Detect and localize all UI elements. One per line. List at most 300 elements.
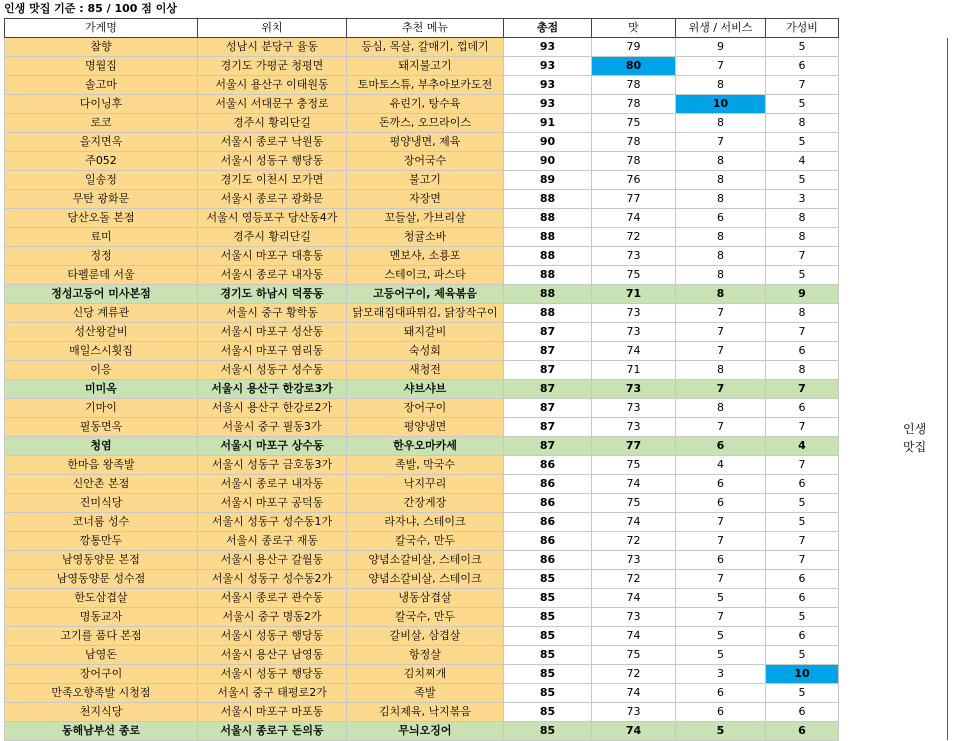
column-border-line: [947, 38, 948, 740]
cell-menu[interactable]: 등심, 목살, 갈매기, 껍데기: [347, 38, 504, 57]
cell-name[interactable]: 명월집: [5, 57, 198, 76]
cell-total[interactable]: 87: [504, 399, 592, 418]
cell-menu[interactable]: 한우오마카세: [347, 437, 504, 456]
cell-taste[interactable]: 72: [592, 228, 676, 247]
cell-hygiene-service[interactable]: 7: [676, 608, 766, 627]
cell-hygiene-service[interactable]: 8: [676, 247, 766, 266]
cell-hygiene-service[interactable]: 8: [676, 399, 766, 418]
cell-value[interactable]: 7: [766, 76, 839, 95]
cell-menu[interactable]: 스테이크, 파스타: [347, 266, 504, 285]
cell-taste[interactable]: 78: [592, 152, 676, 171]
cell-name[interactable]: 이응: [5, 361, 198, 380]
table-row: [5, 589, 839, 608]
cell-value[interactable]: 6: [766, 475, 839, 494]
cell-menu[interactable]: 돼지불고기: [347, 57, 504, 76]
cell-total[interactable]: 88: [504, 266, 592, 285]
cell-menu[interactable]: 돼지갈비: [347, 323, 504, 342]
header-location[interactable]: 위치: [198, 19, 347, 38]
cell-value[interactable]: 7: [766, 323, 839, 342]
table-row: [5, 209, 839, 228]
cell-taste[interactable]: 75: [592, 456, 676, 475]
cell-name[interactable]: 남영동양문 성수점: [5, 570, 198, 589]
cell-menu[interactable]: 평양냉면: [347, 418, 504, 437]
cell-hygiene-service[interactable]: 8: [676, 228, 766, 247]
cell-location[interactable]: 서울시 마포구 대흥동: [198, 247, 347, 266]
cell-name[interactable]: 을지면옥: [5, 133, 198, 152]
cell-location[interactable]: 서울시 성동구 성수동2가: [198, 570, 347, 589]
cell-name[interactable]: 천지식당: [5, 703, 198, 722]
cell-location[interactable]: 경주시 황리단길: [198, 228, 347, 247]
cell-menu[interactable]: 갈비살, 삼겹살: [347, 627, 504, 646]
cell-location[interactable]: 서울시 용산구 한강로2가: [198, 399, 347, 418]
cell-taste[interactable]: 73: [592, 323, 676, 342]
cell-total[interactable]: 86: [504, 456, 592, 475]
cell-name[interactable]: 기마이: [5, 399, 198, 418]
table-row: [5, 380, 839, 399]
cell-hygiene-service[interactable]: 7: [676, 304, 766, 323]
table-row: [5, 190, 839, 209]
cell-total[interactable]: 86: [504, 494, 592, 513]
cell-taste[interactable]: 73: [592, 703, 676, 722]
table-row: [5, 152, 839, 171]
cell-name[interactable]: 로코: [5, 114, 198, 133]
cell-location[interactable]: 서울시 마포구 염리동: [198, 342, 347, 361]
cell-hygiene-service[interactable]: 8: [676, 152, 766, 171]
cell-location[interactable]: 서울시 종로구 광화문: [198, 190, 347, 209]
cell-total[interactable]: 88: [504, 190, 592, 209]
table-row: [5, 494, 839, 513]
cell-taste[interactable]: 72: [592, 570, 676, 589]
cell-hygiene-service[interactable]: 7: [676, 133, 766, 152]
table-row: [5, 285, 839, 304]
cell-taste[interactable]: 74: [592, 627, 676, 646]
cell-name[interactable]: 남영동양문 본점: [5, 551, 198, 570]
cell-total[interactable]: 88: [504, 228, 592, 247]
cell-hygiene-service[interactable]: 10: [676, 95, 766, 114]
cell-location[interactable]: 서울시 마포구 성산동: [198, 323, 347, 342]
cell-name[interactable]: 청염: [5, 437, 198, 456]
cell-value[interactable]: 6: [766, 57, 839, 76]
cell-name[interactable]: 신안촌 본점: [5, 475, 198, 494]
table-row: [5, 399, 839, 418]
cell-value[interactable]: 6: [766, 342, 839, 361]
cell-total[interactable]: 85: [504, 589, 592, 608]
cell-name[interactable]: 동해남부선 종로: [5, 722, 198, 741]
cell-name[interactable]: 무탄 광화문: [5, 190, 198, 209]
cell-total[interactable]: 85: [504, 722, 592, 741]
restaurant-table: [4, 18, 839, 741]
cell-total[interactable]: 93: [504, 57, 592, 76]
cell-location[interactable]: 서울시 종로구 내자동: [198, 266, 347, 285]
cell-taste[interactable]: 75: [592, 266, 676, 285]
cell-hygiene-service[interactable]: 7: [676, 323, 766, 342]
cell-taste[interactable]: 74: [592, 589, 676, 608]
cell-total[interactable]: 87: [504, 361, 592, 380]
cell-total[interactable]: 86: [504, 475, 592, 494]
cell-value[interactable]: 7: [766, 247, 839, 266]
cell-taste[interactable]: 75: [592, 646, 676, 665]
table-row: [5, 361, 839, 380]
cell-value[interactable]: 7: [766, 418, 839, 437]
cell-value[interactable]: 7: [766, 551, 839, 570]
cell-menu[interactable]: 청귤소바: [347, 228, 504, 247]
cell-taste[interactable]: 77: [592, 437, 676, 456]
cell-total[interactable]: 87: [504, 342, 592, 361]
cell-taste[interactable]: 75: [592, 494, 676, 513]
cell-menu[interactable]: 새청전: [347, 361, 504, 380]
cell-location[interactable]: 경기도 가평군 청평면: [198, 57, 347, 76]
cell-menu[interactable]: 냉동삼겹살: [347, 589, 504, 608]
cell-name[interactable]: 고기를 품다 본점: [5, 627, 198, 646]
cell-menu[interactable]: 꼬들살, 가브리살: [347, 209, 504, 228]
cell-menu[interactable]: 양념소갈비살, 스테이크: [347, 570, 504, 589]
cell-total[interactable]: 85: [504, 703, 592, 722]
cell-name[interactable]: 료미: [5, 228, 198, 247]
cell-hygiene-service[interactable]: 5: [676, 646, 766, 665]
cell-hygiene-service[interactable]: 9: [676, 38, 766, 57]
cell-name[interactable]: 참향: [5, 38, 198, 57]
cell-hygiene-service[interactable]: 5: [676, 627, 766, 646]
header-total[interactable]: 총점: [504, 19, 592, 38]
cell-hygiene-service[interactable]: 8: [676, 285, 766, 304]
cell-taste[interactable]: 78: [592, 76, 676, 95]
cell-name[interactable]: 장어구이: [5, 665, 198, 684]
cell-name[interactable]: 명동교자: [5, 608, 198, 627]
cell-location[interactable]: 서울시 용산구 남영동: [198, 646, 347, 665]
cell-value[interactable]: 8: [766, 209, 839, 228]
cell-taste[interactable]: 74: [592, 475, 676, 494]
cell-total[interactable]: 85: [504, 646, 592, 665]
cell-hygiene-service[interactable]: 7: [676, 342, 766, 361]
cell-value[interactable]: 5: [766, 494, 839, 513]
cell-hygiene-service[interactable]: 7: [676, 418, 766, 437]
cell-location[interactable]: 서울시 서대문구 충정로: [198, 95, 347, 114]
cell-value[interactable]: 6: [766, 703, 839, 722]
header-menu[interactable]: 추천 메뉴: [347, 19, 504, 38]
table-row: [5, 456, 839, 475]
table-row: [5, 266, 839, 285]
cell-menu[interactable]: 항정살: [347, 646, 504, 665]
cell-location[interactable]: 성남시 분당구 율동: [198, 38, 347, 57]
cell-location[interactable]: 서울시 마포구 상수동: [198, 437, 347, 456]
cell-value[interactable]: 4: [766, 152, 839, 171]
cell-total[interactable]: 87: [504, 323, 592, 342]
cell-total[interactable]: 89: [504, 171, 592, 190]
table-row: [5, 703, 839, 722]
cell-name[interactable]: 다이닝후: [5, 95, 198, 114]
cell-location[interactable]: 서울시 성동구 성수동: [198, 361, 347, 380]
cell-hygiene-service[interactable]: 7: [676, 532, 766, 551]
cell-hygiene-service[interactable]: 7: [676, 57, 766, 76]
cell-location[interactable]: 서울시 종로구 재동: [198, 532, 347, 551]
cell-taste[interactable]: 74: [592, 342, 676, 361]
cell-value[interactable]: 7: [766, 456, 839, 475]
cell-menu[interactable]: 김치찌개: [347, 665, 504, 684]
cell-taste[interactable]: 78: [592, 95, 676, 114]
cell-value[interactable]: 5: [766, 513, 839, 532]
cell-menu[interactable]: 장어구이: [347, 399, 504, 418]
cell-hygiene-service[interactable]: 7: [676, 513, 766, 532]
cell-total[interactable]: 93: [504, 95, 592, 114]
cell-menu[interactable]: 간장게장: [347, 494, 504, 513]
cell-taste[interactable]: 71: [592, 285, 676, 304]
header-hygiene-service[interactable]: 위생 / 서비스: [676, 19, 766, 38]
cell-hygiene-service[interactable]: 4: [676, 456, 766, 475]
cell-hygiene-service[interactable]: 8: [676, 266, 766, 285]
cell-hygiene-service[interactable]: 8: [676, 171, 766, 190]
cell-location[interactable]: 경주시 황리단길: [198, 114, 347, 133]
cell-taste[interactable]: 74: [592, 209, 676, 228]
cell-name[interactable]: 정성고등어 미사본점: [5, 285, 198, 304]
cell-menu[interactable]: 돈까스, 오므라이스: [347, 114, 504, 133]
side-label[interactable]: [903, 420, 933, 456]
cell-total[interactable]: 87: [504, 380, 592, 399]
cell-name[interactable]: 한마음 왕족발: [5, 456, 198, 475]
cell-hygiene-service[interactable]: 6: [676, 494, 766, 513]
cell-name[interactable]: 신당 계류관: [5, 304, 198, 323]
cell-taste[interactable]: 74: [592, 684, 676, 703]
cell-taste[interactable]: 74: [592, 722, 676, 741]
cell-location[interactable]: 서울시 중구 명동2가: [198, 608, 347, 627]
cell-value[interactable]: 6: [766, 627, 839, 646]
header-name[interactable]: 가게명: [5, 19, 198, 38]
cell-total[interactable]: 93: [504, 38, 592, 57]
cell-total[interactable]: 88: [504, 304, 592, 323]
cell-name[interactable]: 한도삼겹살: [5, 589, 198, 608]
cell-value[interactable]: 7: [766, 380, 839, 399]
cell-total[interactable]: 85: [504, 684, 592, 703]
cell-name[interactable]: 남영돈: [5, 646, 198, 665]
cell-total[interactable]: 85: [504, 665, 592, 684]
cell-total[interactable]: 88: [504, 209, 592, 228]
cell-taste[interactable]: 79: [592, 38, 676, 57]
cell-taste[interactable]: 72: [592, 532, 676, 551]
cell-total[interactable]: 85: [504, 570, 592, 589]
cell-hygiene-service[interactable]: 6: [676, 551, 766, 570]
cell-total[interactable]: 86: [504, 513, 592, 532]
cell-location[interactable]: 경기도 이천시 모가면: [198, 171, 347, 190]
cell-taste[interactable]: 73: [592, 399, 676, 418]
cell-location[interactable]: 서울시 중구 황학동: [198, 304, 347, 323]
cell-name[interactable]: 솔고마: [5, 76, 198, 95]
cell-menu[interactable]: 족발: [347, 684, 504, 703]
cell-value[interactable]: 5: [766, 38, 839, 57]
table-row: [5, 133, 839, 152]
cell-name[interactable]: 타펠룬데 서울: [5, 266, 198, 285]
cell-value[interactable]: 5: [766, 133, 839, 152]
cell-menu[interactable]: 양념소갈비살, 스테이크: [347, 551, 504, 570]
cell-value[interactable]: 6: [766, 722, 839, 741]
cell-hygiene-service[interactable]: 6: [676, 684, 766, 703]
cell-value[interactable]: 8: [766, 114, 839, 133]
cell-hygiene-service[interactable]: 8: [676, 361, 766, 380]
cell-name[interactable]: 주052: [5, 152, 198, 171]
cell-menu[interactable]: 불고기: [347, 171, 504, 190]
cell-menu[interactable]: 샤브샤브: [347, 380, 504, 399]
table-row: [5, 551, 839, 570]
cell-value[interactable]: 8: [766, 228, 839, 247]
cell-total[interactable]: 91: [504, 114, 592, 133]
cell-location[interactable]: 서울시 성동구 행당동: [198, 627, 347, 646]
cell-value[interactable]: 4: [766, 437, 839, 456]
cell-location[interactable]: 서울시 용산구 이태원동: [198, 76, 347, 95]
cell-menu[interactable]: 장어국수: [347, 152, 504, 171]
cell-hygiene-service[interactable]: 5: [676, 722, 766, 741]
cell-name[interactable]: 깡통만두: [5, 532, 198, 551]
table-row: [5, 570, 839, 589]
cell-total[interactable]: 87: [504, 418, 592, 437]
cell-value[interactable]: 3: [766, 190, 839, 209]
cell-value[interactable]: 5: [766, 266, 839, 285]
cell-taste[interactable]: 73: [592, 608, 676, 627]
table-row: [5, 646, 839, 665]
cell-location[interactable]: 서울시 종로구 관수동: [198, 589, 347, 608]
cell-location[interactable]: 서울시 종로구 내자동: [198, 475, 347, 494]
cell-total[interactable]: 93: [504, 76, 592, 95]
cell-taste[interactable]: 75: [592, 114, 676, 133]
cell-hygiene-service[interactable]: 5: [676, 589, 766, 608]
table-row: [5, 475, 839, 494]
cell-value[interactable]: 10: [766, 665, 839, 684]
cell-name[interactable]: 필동면옥: [5, 418, 198, 437]
cell-value[interactable]: 5: [766, 608, 839, 627]
cell-hygiene-service[interactable]: 6: [676, 437, 766, 456]
table-row: [5, 57, 839, 76]
cell-hygiene-service[interactable]: 7: [676, 570, 766, 589]
cell-menu[interactable]: 김치제육, 낙지볶음: [347, 703, 504, 722]
cell-menu[interactable]: 자장면: [347, 190, 504, 209]
cell-value[interactable]: 9: [766, 285, 839, 304]
header-taste[interactable]: 맛: [592, 19, 676, 38]
cell-value[interactable]: 5: [766, 95, 839, 114]
cell-value[interactable]: 7: [766, 532, 839, 551]
table-row: [5, 171, 839, 190]
cell-taste[interactable]: 73: [592, 551, 676, 570]
cell-hygiene-service[interactable]: 8: [676, 190, 766, 209]
cell-total[interactable]: 85: [504, 627, 592, 646]
cell-total[interactable]: 88: [504, 285, 592, 304]
cell-total[interactable]: 86: [504, 551, 592, 570]
cell-menu[interactable]: 라자냐, 스테이크: [347, 513, 504, 532]
cell-total[interactable]: 88: [504, 247, 592, 266]
cell-name[interactable]: 정정: [5, 247, 198, 266]
cell-hygiene-service[interactable]: 7: [676, 380, 766, 399]
cell-location[interactable]: 서울시 성동구 성수동1가: [198, 513, 347, 532]
cell-value[interactable]: 6: [766, 570, 839, 589]
cell-menu[interactable]: 칼국수, 만두: [347, 608, 504, 627]
cell-hygiene-service[interactable]: 6: [676, 475, 766, 494]
cell-taste[interactable]: 74: [592, 513, 676, 532]
cell-taste[interactable]: 77: [592, 190, 676, 209]
header-value[interactable]: 가성비: [766, 19, 839, 38]
cell-menu[interactable]: 족발, 막국수: [347, 456, 504, 475]
cell-menu[interactable]: 유린기, 탕수육: [347, 95, 504, 114]
cell-location[interactable]: 서울시 마포구 마포동: [198, 703, 347, 722]
cell-hygiene-service[interactable]: 8: [676, 76, 766, 95]
cell-menu[interactable]: 숙성회: [347, 342, 504, 361]
cell-menu[interactable]: 평양냉면, 제육: [347, 133, 504, 152]
cell-value[interactable]: 8: [766, 361, 839, 380]
table-row: [5, 95, 839, 114]
cell-hygiene-service[interactable]: 6: [676, 209, 766, 228]
cell-total[interactable]: 86: [504, 532, 592, 551]
cell-location[interactable]: 서울시 성동구 금호동3가: [198, 456, 347, 475]
cell-hygiene-service[interactable]: 3: [676, 665, 766, 684]
cell-taste[interactable]: 80: [592, 57, 676, 76]
cell-total[interactable]: 87: [504, 437, 592, 456]
cell-taste[interactable]: 71: [592, 361, 676, 380]
cell-menu[interactable]: 칼국수, 만두: [347, 532, 504, 551]
cell-location[interactable]: 서울시 용산구 갈월동: [198, 551, 347, 570]
cell-location[interactable]: 서울시 영등포구 당산동4가: [198, 209, 347, 228]
cell-name[interactable]: 진미식당: [5, 494, 198, 513]
cell-taste[interactable]: 72: [592, 665, 676, 684]
cell-location[interactable]: 서울시 용산구 한강로3가: [198, 380, 347, 399]
cell-hygiene-service[interactable]: 8: [676, 114, 766, 133]
cell-name[interactable]: 매일스시횟집: [5, 342, 198, 361]
cell-menu[interactable]: 멘보샤, 소룡포: [347, 247, 504, 266]
side-label-line: 인생: [903, 422, 927, 436]
cell-location[interactable]: 서울시 종로구 낙원동: [198, 133, 347, 152]
cell-location[interactable]: 서울시 종로구 돈의동: [198, 722, 347, 741]
cell-value[interactable]: 6: [766, 589, 839, 608]
cell-value[interactable]: 5: [766, 646, 839, 665]
cell-location[interactable]: 서울시 성동구 행당동: [198, 665, 347, 684]
cell-taste[interactable]: 78: [592, 133, 676, 152]
cell-name[interactable]: 만족오향족발 시청점: [5, 684, 198, 703]
cell-name[interactable]: 당산오돌 본점: [5, 209, 198, 228]
cell-value[interactable]: 5: [766, 171, 839, 190]
cell-location[interactable]: 서울시 마포구 공덕동: [198, 494, 347, 513]
cell-name[interactable]: 코너룸 성수: [5, 513, 198, 532]
cell-name[interactable]: 일송정: [5, 171, 198, 190]
table-row: [5, 627, 839, 646]
cell-menu[interactable]: 토마토스튜, 부추아보카도전: [347, 76, 504, 95]
cell-taste[interactable]: 76: [592, 171, 676, 190]
cell-menu[interactable]: 무늬오징어: [347, 722, 504, 741]
cell-location[interactable]: 서울시 성동구 행당동: [198, 152, 347, 171]
cell-taste[interactable]: 73: [592, 304, 676, 323]
cell-location[interactable]: 경기도 하남시 덕풍동: [198, 285, 347, 304]
cell-name[interactable]: 성산왕갈비: [5, 323, 198, 342]
cell-total[interactable]: 90: [504, 133, 592, 152]
cell-location[interactable]: 서울시 중구 필동3가: [198, 418, 347, 437]
cell-taste[interactable]: 73: [592, 247, 676, 266]
cell-menu[interactable]: 낙지꾸리: [347, 475, 504, 494]
table-row: [5, 532, 839, 551]
cell-hygiene-service[interactable]: 6: [676, 703, 766, 722]
table-row: [5, 342, 839, 361]
table-row: [5, 76, 839, 95]
cell-value[interactable]: 5: [766, 684, 839, 703]
cell-taste[interactable]: 73: [592, 418, 676, 437]
cell-taste[interactable]: 73: [592, 380, 676, 399]
cell-value[interactable]: 8: [766, 304, 839, 323]
side-label-line: 맛집: [903, 440, 927, 454]
cell-menu[interactable]: 닭모래집대파튀김, 닭장작구이: [347, 304, 504, 323]
cell-total[interactable]: 90: [504, 152, 592, 171]
cell-menu[interactable]: 고등어구이, 제육볶음: [347, 285, 504, 304]
table-row: [5, 38, 839, 57]
cell-name[interactable]: 미미옥: [5, 380, 198, 399]
table-row: [5, 684, 839, 703]
table-row: [5, 722, 839, 741]
table-row: [5, 228, 839, 247]
cell-value[interactable]: 6: [766, 399, 839, 418]
table-row: [5, 608, 839, 627]
cell-location[interactable]: 서울시 중구 태평로2가: [198, 684, 347, 703]
cell-total[interactable]: 85: [504, 608, 592, 627]
